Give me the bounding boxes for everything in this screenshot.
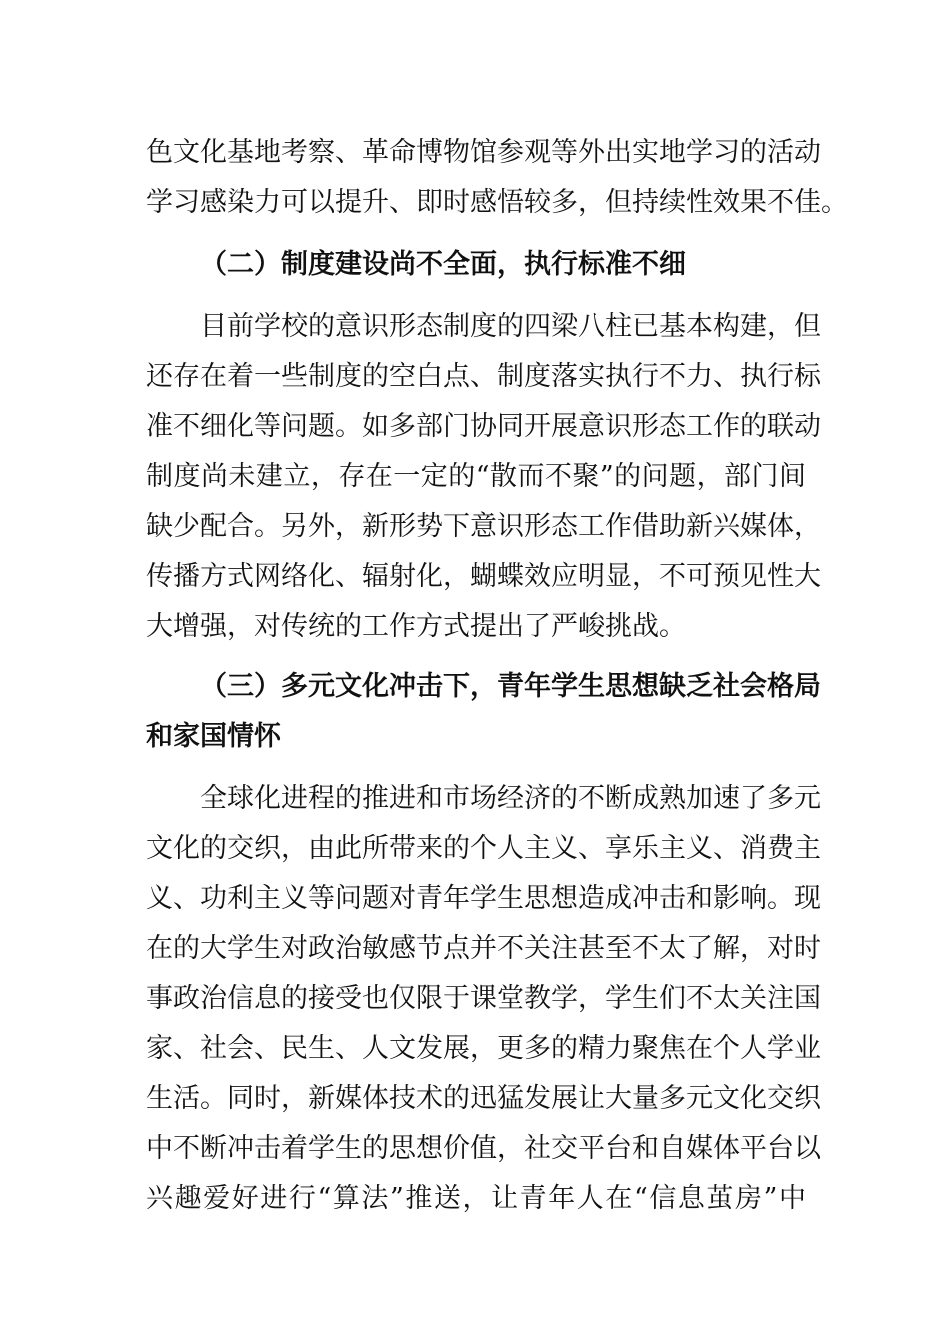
section-heading-3-continued: 和家国情怀 [146,721,281,752]
paragraph-line: 目前学校的意识形态制度的四梁八柱已基本构建，但 [200,311,821,342]
paragraph-line: 学习感染力可以提升、即时感悟较多，但持续性效果不佳。 [146,187,848,218]
paragraph-line: 还存在着一些制度的空白点、制度落实执行不力、执行标 [146,361,821,392]
paragraph-line: 文化的交织，由此所带来的个人主义、享乐主义、消费主 [146,833,821,864]
paragraph-line: 事政治信息的接受也仅限于课堂教学，学生们不太关注国 [146,983,821,1014]
paragraph-line: 家、社会、民生、人文发展，更多的精力聚焦在个人学业 [146,1033,821,1064]
paragraph-line: 色文化基地考察、革命博物馆参观等外出实地学习的活动 [146,137,821,168]
paragraph-line: 缺少配合。另外，新形势下意识形态工作借助新兴媒体， [146,511,821,542]
paragraph-line: 传播方式网络化、辐射化，蝴蝶效应明显，不可预见性大 [146,561,821,592]
paragraph-line: 准不细化等问题。如多部门协同开展意识形态工作的联动 [146,411,821,442]
paragraph-line: 义、功利主义等问题对青年学生思想造成冲击和影响。现 [146,883,821,914]
paragraph-line: 大增强，对传统的工作方式提出了严峻挑战。 [146,611,686,642]
section-heading-2: （二）制度建设尚不全面，执行标准不细 [200,249,686,280]
paragraph-line: 制度尚未建立，存在一定的“散而不聚”的问题，部门间 [146,461,806,492]
paragraph-line: 中不断冲击着学生的思想价值，社交平台和自媒体平台以 [146,1133,821,1164]
paragraph-line: 兴趣爱好进行“算法”推送，让青年人在“信息茧房”中 [146,1183,806,1214]
paragraph-line: 在的大学生对政治敏感节点并不关注甚至不太了解，对时 [146,933,821,964]
section-heading-3: （三）多元文化冲击下，青年学生思想缺乏社会格局 [200,671,821,702]
paragraph-line: 生活。同时，新媒体技术的迅猛发展让大量多元文化交织 [146,1083,821,1114]
paragraph-line: 全球化进程的推进和市场经济的不断成熟加速了多元 [200,783,821,814]
